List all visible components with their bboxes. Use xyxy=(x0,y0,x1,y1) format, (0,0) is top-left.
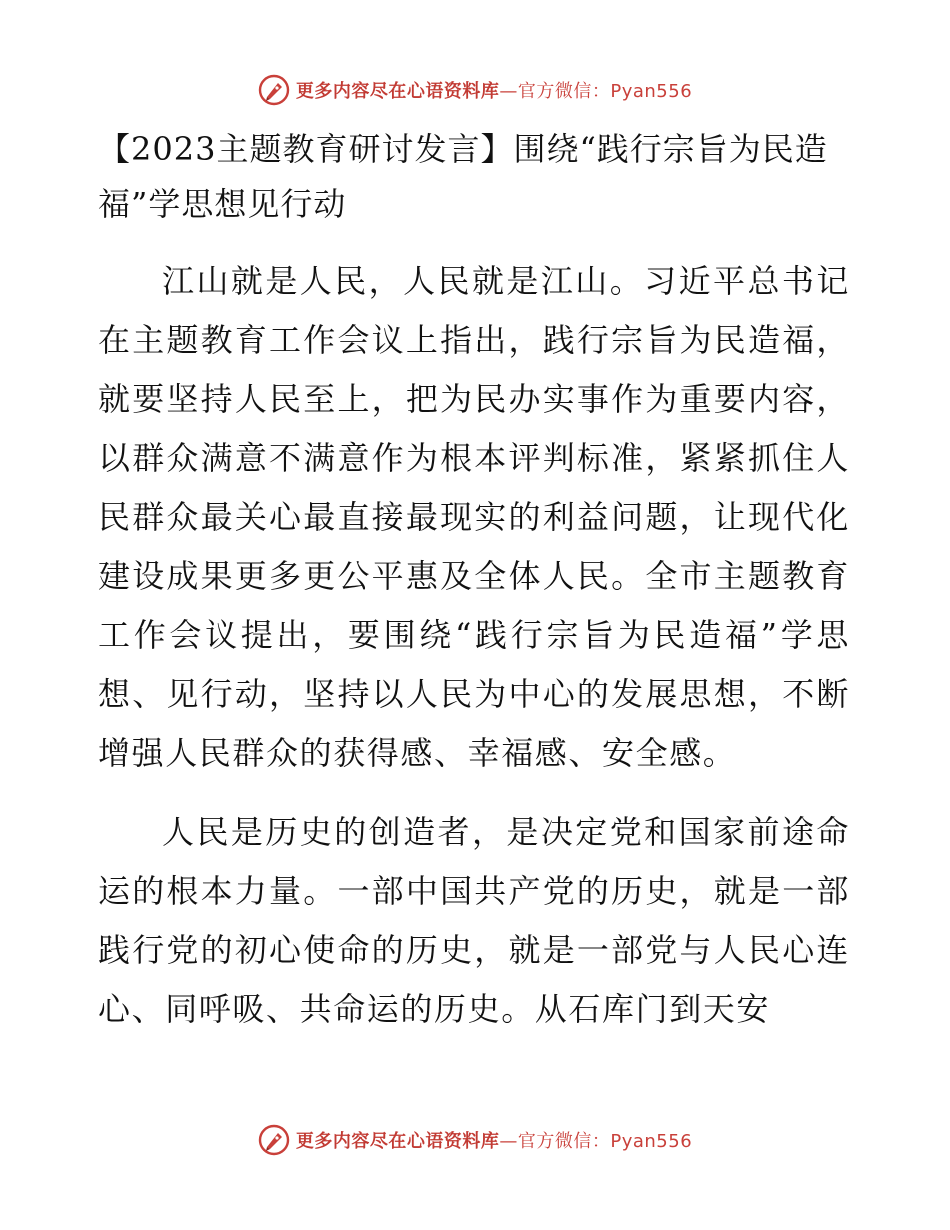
banner-separator: — xyxy=(499,81,518,102)
banner-separator: — xyxy=(499,1131,518,1152)
document-body xyxy=(98,252,850,1059)
banner-text xyxy=(296,1127,692,1153)
paragraph-2: 人民是历史的创造者，是决定党和国家前途命运的根本力量。一部中国共产党的历史，就是一部践行党的初心使命的历史，就是一部党与人民心连心、同呼吸、共命运的历史。从石库门到天安 xyxy=(98,813,850,1028)
pen-nib-logo-icon xyxy=(258,1124,290,1156)
banner-contact: 官方微信：Pyan556 xyxy=(517,81,693,102)
pen-nib-logo-icon xyxy=(258,74,290,106)
banner-brand: 更多内容尽在心语资料库 xyxy=(295,1131,500,1152)
footer-banner xyxy=(0,1120,950,1160)
banner-brand: 更多内容尽在心语资料库 xyxy=(295,81,500,102)
banner-contact: 官方微信：Pyan556 xyxy=(517,1131,693,1152)
document-title: 【2023主题教育研讨发言】围绕“践行宗旨为民造福”学思想见行动 xyxy=(98,130,828,223)
paragraph-1: 江山就是人民，人民就是江山。习近平总书记在主题教育工作会议上指出，践行宗旨为民造福，就要坚持人民至上，把为民办实事作为重要内容，以群众满意不满意作为根本评判标准，紧紧抓住人民群众最关心最直接最现实的利益问题，让现代化建设成果更多更公平惠及全体人民。全市主题教育工作会议提出，要围绕“践行宗旨为民造福”学思想、见行动，坚持以人民为中心的发展思想，不断增强人民群众的获得感、幸福感、安全感。 xyxy=(98,262,850,772)
banner-text xyxy=(296,77,692,103)
header-banner xyxy=(0,70,950,110)
